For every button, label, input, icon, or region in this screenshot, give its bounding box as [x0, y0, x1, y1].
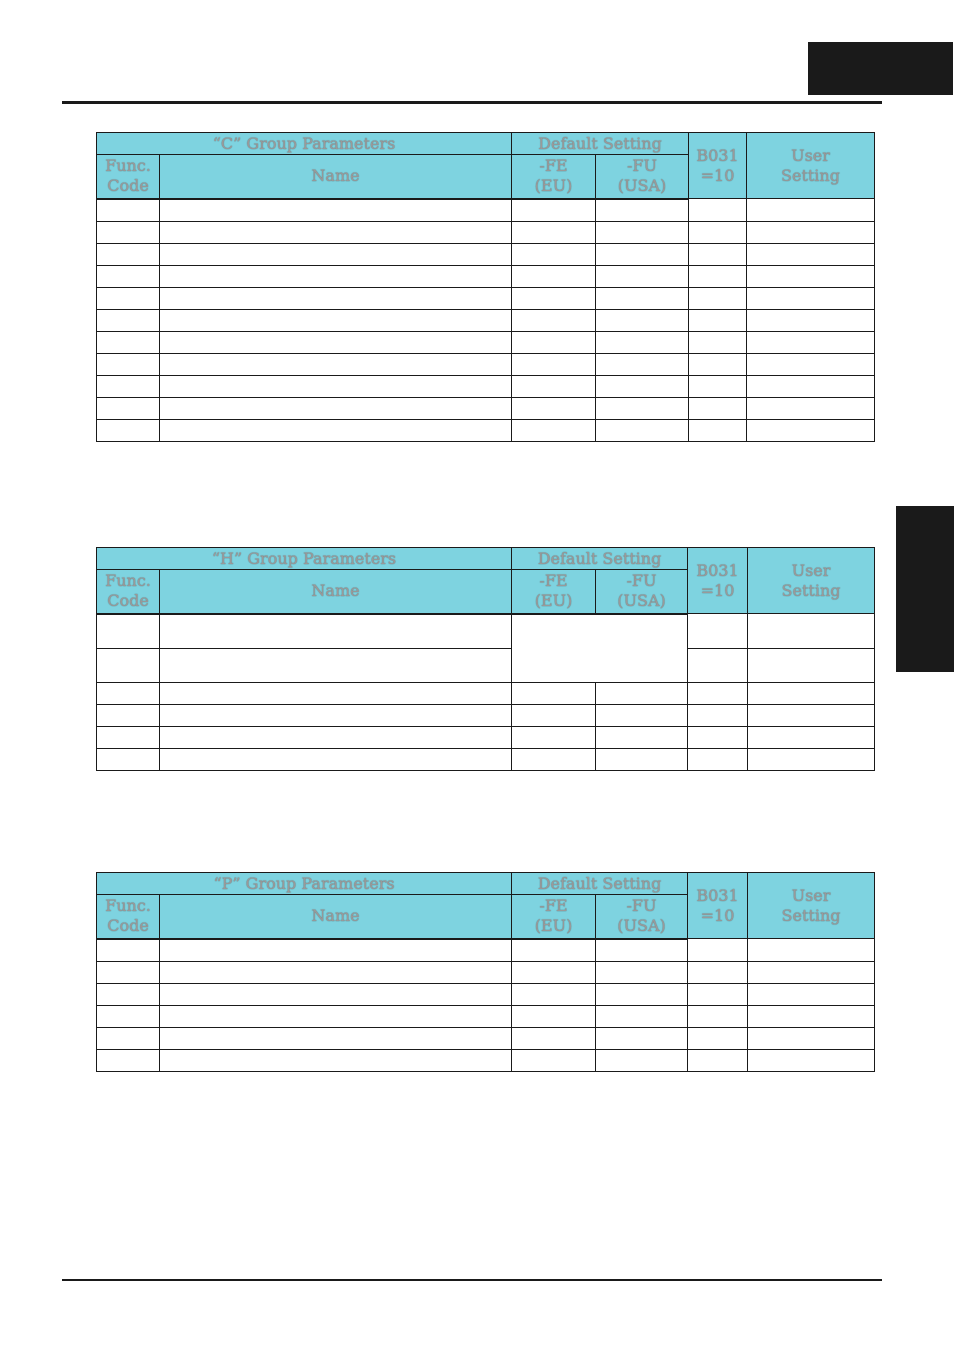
fe-eu-header: -FE (EU)	[512, 570, 596, 614]
table-row	[97, 983, 875, 1005]
table-row	[97, 265, 875, 287]
table-row	[97, 375, 875, 397]
name-header: Name	[160, 570, 512, 614]
b031-header: B031 =10	[689, 133, 747, 199]
table-row	[97, 1027, 875, 1049]
table-row	[97, 353, 875, 375]
table-row	[97, 648, 875, 682]
user-setting-header: User Setting	[748, 873, 875, 939]
func-code-header: Func. Code	[97, 570, 160, 614]
table-row	[97, 309, 875, 331]
b031-header: B031 =10	[688, 548, 748, 614]
table-row	[97, 397, 875, 419]
section-thumb-tab	[896, 506, 954, 672]
table-row	[97, 726, 875, 748]
table-row	[97, 961, 875, 983]
user-setting-header: User Setting	[747, 133, 875, 199]
table-row	[97, 1005, 875, 1027]
table-row	[97, 748, 875, 770]
default-setting-header: Default Setting	[512, 133, 689, 155]
default-setting-header: Default Setting	[512, 873, 688, 895]
name-header: Name	[160, 895, 512, 939]
table-row	[97, 682, 875, 704]
user-setting-header: User Setting	[748, 548, 875, 614]
header-rule	[62, 101, 882, 104]
table-row	[97, 287, 875, 309]
func-code-header: Func. Code	[97, 155, 160, 199]
table-row	[97, 419, 875, 441]
table-row	[97, 331, 875, 353]
table-row	[97, 1049, 875, 1071]
table-title: “H” Group Parameters	[97, 548, 512, 570]
func-code-header: Func. Code	[97, 895, 160, 939]
name-header: Name	[160, 155, 512, 199]
table-row	[97, 614, 875, 649]
fe-eu-header: -FE (EU)	[512, 155, 596, 199]
fu-usa-header: -FU (USA)	[596, 570, 688, 614]
table-row	[97, 243, 875, 265]
footer-rule	[62, 1279, 882, 1281]
fu-usa-header: -FU (USA)	[596, 895, 688, 939]
table-title: “C” Group Parameters	[97, 133, 512, 155]
table-row	[97, 704, 875, 726]
table-row	[97, 221, 875, 243]
p-group-parameters-table	[96, 872, 875, 1072]
table-row	[97, 939, 875, 962]
table-title: “P” Group Parameters	[97, 873, 512, 895]
fu-usa-header: -FU (USA)	[596, 155, 689, 199]
h-group-parameters-table	[96, 547, 875, 771]
chapter-tab	[808, 42, 953, 95]
table-row	[97, 199, 875, 222]
fe-eu-header: -FE (EU)	[512, 895, 596, 939]
default-setting-header: Default Setting	[512, 548, 688, 570]
b031-header: B031 =10	[688, 873, 748, 939]
c-group-parameters-table	[96, 132, 875, 442]
